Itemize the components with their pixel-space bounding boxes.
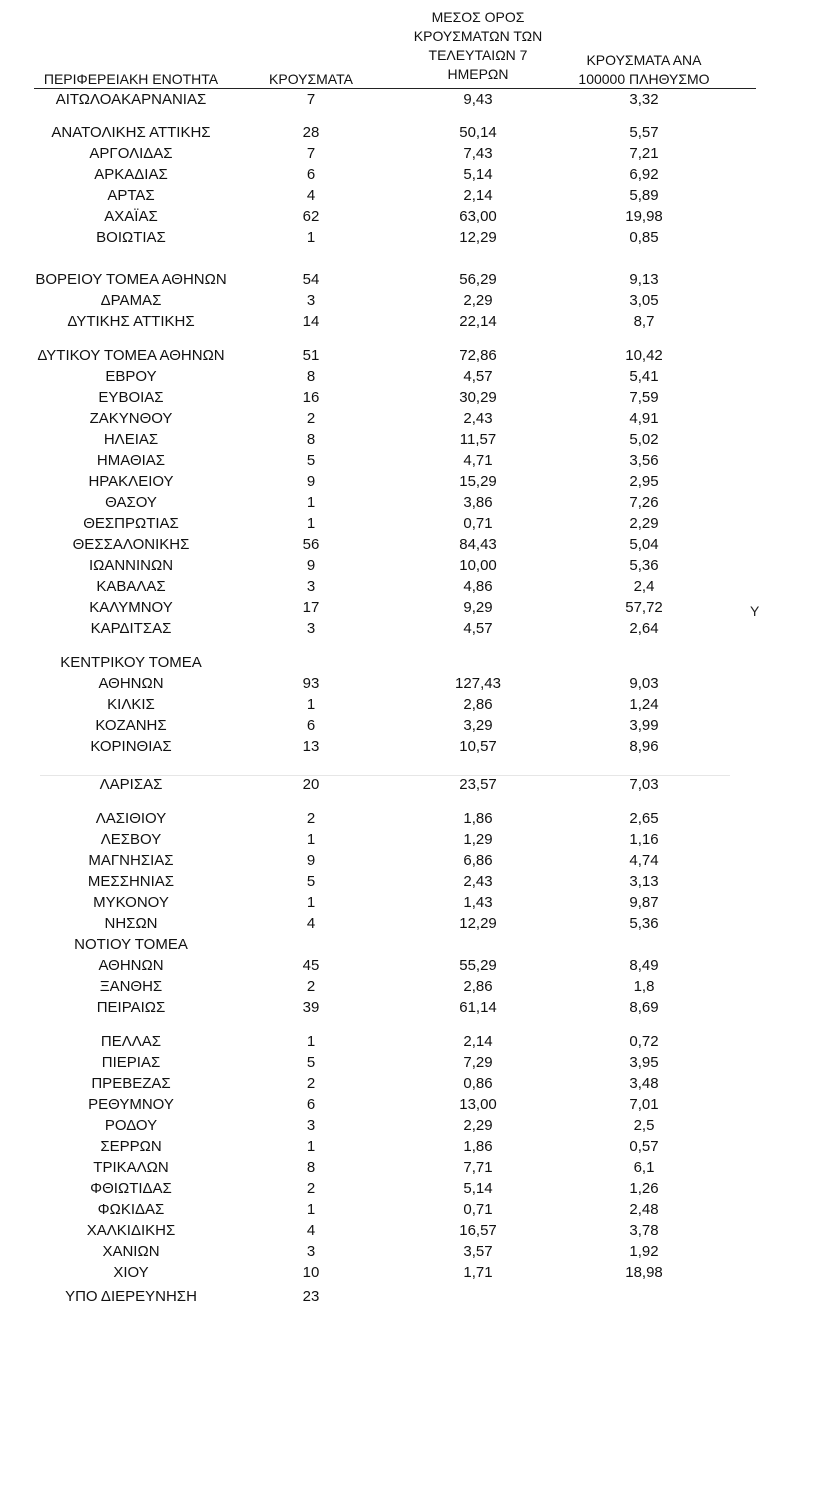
- cell-cases: 9: [306, 473, 316, 490]
- cell-region: ΑΙΤΩΛΟΑΚΑΡΝΑΝΙΑΣ: [55, 91, 207, 108]
- cell-per100k: 2,95: [629, 473, 659, 490]
- cell-avg7: 12,29: [459, 229, 497, 246]
- cell-per100k: 7,26: [629, 494, 659, 511]
- cell-per100k: 5,36: [629, 915, 659, 932]
- cell-cases: 2: [306, 1180, 316, 1197]
- cell-region: ΑΡΚΑΔΙΑΣ: [94, 166, 168, 183]
- cell-avg7: 1,43: [463, 894, 493, 911]
- header-avg7: [414, 8, 542, 84]
- cell-per100k: 0,57: [629, 1138, 659, 1155]
- cell-avg7: 15,29: [459, 473, 497, 490]
- cell-region: ΤΡΙΚΑΛΩΝ: [93, 1159, 169, 1176]
- cell-per100k: 19,98: [625, 208, 663, 225]
- header-cases: ΚΡΟΥΣΜΑΤΑ: [269, 71, 353, 87]
- cell-region: ΧΑΛΚΙΔΙΚΗΣ: [86, 1222, 176, 1239]
- cell-cases: 16: [302, 389, 320, 406]
- cell-region: ΑΘΗΝΩΝ: [98, 675, 164, 692]
- cell-avg7: 50,14: [459, 124, 497, 141]
- cell-region: ΚΟΡΙΝΘΙΑΣ: [90, 738, 172, 755]
- cell-region: ΘΕΣΠΡΩΤΙΑΣ: [83, 515, 179, 532]
- cell-region: ΠΕΛΛΑΣ: [100, 1033, 162, 1050]
- cell-per100k: 7,03: [629, 776, 659, 793]
- cell-region: ΔΡΑΜΑΣ: [100, 292, 162, 309]
- cell-avg7: 7,71: [463, 1159, 493, 1176]
- cell-region: ΜΑΓΝΗΣΙΑΣ: [88, 852, 174, 869]
- cell-cases: 1: [306, 515, 316, 532]
- cell-region: ΣΕΡΡΩΝ: [100, 1138, 162, 1155]
- cell-avg7: 2,29: [463, 1117, 493, 1134]
- cell-cases: 4: [306, 187, 316, 204]
- cell-cases: 14: [302, 313, 320, 330]
- cell-avg7: 61,14: [459, 999, 497, 1016]
- cell-avg7: 3,29: [463, 717, 493, 734]
- cell-cases: 1: [306, 1033, 316, 1050]
- cell-region: ΥΠΟ ΔΙΕΡΕΥΝΗΣΗ: [65, 1288, 197, 1305]
- cell-region: ΑΡΤΑΣ: [107, 187, 155, 204]
- cell-cases: 2: [306, 978, 316, 995]
- cell-region: ΑΝΑΤΟΛΙΚΗΣ ΑΤΤΙΚΗΣ: [51, 124, 211, 141]
- cell-cases: 17: [302, 599, 320, 616]
- cell-region: ΚΙΛΚΙΣ: [107, 696, 155, 713]
- cell-per100k: 5,41: [629, 368, 659, 385]
- cell-cases: 56: [302, 536, 320, 553]
- cell-region: ΠΡΕΒΕΖΑΣ: [91, 1075, 171, 1092]
- cell-cases: 62: [302, 208, 320, 225]
- cell-per100k: 8,49: [629, 957, 659, 974]
- header-rule: [34, 88, 756, 89]
- cell-cases: 2: [306, 410, 316, 427]
- cell-cases: 45: [302, 957, 320, 974]
- cell-cases: 3: [306, 1243, 316, 1260]
- cell-avg7: 23,57: [459, 776, 497, 793]
- cell-per100k: 3,48: [629, 1075, 659, 1092]
- cell-avg7: 1,71: [463, 1264, 493, 1281]
- cell-cases: 93: [302, 675, 320, 692]
- cell-avg7: 7,43: [463, 145, 493, 162]
- cell-cases: 5: [306, 1054, 316, 1071]
- cell-cases: 3: [306, 292, 316, 309]
- cell-per100k: 2,5: [633, 1117, 655, 1134]
- cell-cases: 39: [302, 999, 320, 1016]
- cell-region: ΦΩΚΙΔΑΣ: [97, 1201, 165, 1218]
- cell-cases: 5: [306, 452, 316, 469]
- cell-avg7: 10,57: [459, 738, 497, 755]
- cell-per100k: 2,64: [629, 620, 659, 637]
- header-avg7-line: ΗΜΕΡΩΝ: [447, 66, 509, 82]
- cell-cases: 2: [306, 1075, 316, 1092]
- header-per100k-line: ΚΡΟΥΣΜΑΤΑ ΑΝΑ: [586, 52, 702, 68]
- header-region: ΠΕΡΙΦΕΡΕΙΑΚΗ ΕΝΟΤΗΤΑ: [43, 71, 219, 87]
- cell-region: ΠΙΕΡΙΑΣ: [101, 1054, 161, 1071]
- cell-per100k: 3,56: [629, 452, 659, 469]
- header-avg7-line: ΚΡΟΥΣΜΑΤΩΝ ΤΩΝ: [413, 28, 543, 44]
- cell-per100k: 57,72: [625, 599, 663, 616]
- cell-cases: 2: [306, 810, 316, 827]
- cell-avg7: 30,29: [459, 389, 497, 406]
- cell-region: ΧΙΟΥ: [113, 1264, 149, 1281]
- cell-avg7: 4,86: [463, 578, 493, 595]
- cell-avg7: 9,43: [463, 91, 493, 108]
- cell-per100k: 2,65: [629, 810, 659, 827]
- cell-region: ΚΑΡΔΙΤΣΑΣ: [90, 620, 172, 637]
- cell-avg7: 84,43: [459, 536, 497, 553]
- cell-cases: 10: [302, 1264, 320, 1281]
- cell-per100k: 6,92: [629, 166, 659, 183]
- cell-cases: 3: [306, 620, 316, 637]
- cell-cases: 28: [302, 124, 320, 141]
- cell-avg7: 22,14: [459, 313, 497, 330]
- cell-avg7: 4,71: [463, 452, 493, 469]
- cell-region: ΗΡΑΚΛΕΙΟΥ: [88, 473, 174, 490]
- cell-cases: 1: [306, 696, 316, 713]
- cell-cases: 5: [306, 873, 316, 890]
- cell-per100k: 3,05: [629, 292, 659, 309]
- cell-per100k: 9,13: [629, 271, 659, 288]
- cell-avg7: 16,57: [459, 1222, 497, 1239]
- cell-region: ΠΕΙΡΑΙΩΣ: [96, 999, 166, 1016]
- cell-cases: 1: [306, 1138, 316, 1155]
- header-avg7-line: ΤΕΛΕΥΤΑΙΩΝ 7: [428, 47, 528, 63]
- cell-cases: 54: [302, 271, 320, 288]
- cell-per100k: 7,21: [629, 145, 659, 162]
- cell-region: ΙΩΑΝΝΙΝΩΝ: [88, 557, 174, 574]
- cell-per100k: 8,69: [629, 999, 659, 1016]
- header-per100k: [578, 51, 709, 89]
- cell-per100k: 3,13: [629, 873, 659, 890]
- cell-avg7: 2,14: [463, 187, 493, 204]
- cell-avg7: 6,86: [463, 852, 493, 869]
- cell-per100k: 5,04: [629, 536, 659, 553]
- cell-per100k: 4,91: [629, 410, 659, 427]
- cell-region: ΡΕΘΥΜΝΟΥ: [88, 1096, 174, 1113]
- cell-per100k: 2,4: [633, 578, 655, 595]
- cell-avg7: 56,29: [459, 271, 497, 288]
- cell-avg7: 4,57: [463, 368, 493, 385]
- cell-avg7: 72,86: [459, 347, 497, 364]
- cell-region: ΛΑΣΙΘΙΟΥ: [95, 810, 167, 827]
- cell-cases: 8: [306, 368, 316, 385]
- cell-avg7: 12,29: [459, 915, 497, 932]
- cell-avg7: 0,71: [463, 1201, 493, 1218]
- cell-region: ΛΕΣΒΟΥ: [100, 831, 162, 848]
- cell-per100k: 1,16: [629, 831, 659, 848]
- cell-per100k: 1,8: [633, 978, 655, 995]
- cell-avg7: 2,86: [463, 978, 493, 995]
- cell-avg7: 1,86: [463, 1138, 493, 1155]
- cell-region: ΧΑΝΙΩΝ: [102, 1243, 160, 1260]
- cell-cases: 7: [306, 145, 316, 162]
- cell-region: ΘΕΣΣΑΛΟΝΙΚΗΣ: [72, 536, 190, 553]
- cell-avg7: 2,29: [463, 292, 493, 309]
- cell-avg7: 55,29: [459, 957, 497, 974]
- cell-region: ΞΑΝΘΗΣ: [99, 978, 163, 995]
- cell-avg7: 11,57: [459, 431, 497, 448]
- cell-cases: 1: [306, 1201, 316, 1218]
- cell-cases: 8: [306, 1159, 316, 1176]
- cell-per100k: 0,85: [629, 229, 659, 246]
- cell-region: ΚΑΒΑΛΑΣ: [96, 578, 166, 595]
- cell-avg7: 4,57: [463, 620, 493, 637]
- cell-per100k: 5,02: [629, 431, 659, 448]
- cell-avg7: 127,43: [455, 675, 501, 692]
- cell-avg7: 2,86: [463, 696, 493, 713]
- cell-region: ΦΘΙΩΤΙΔΑΣ: [90, 1180, 172, 1197]
- cell-region: ΕΥΒΟΙΑΣ: [98, 389, 164, 406]
- cell-region: ΔΥΤΙΚΟΥ ΤΟΜΕΑ ΑΘΗΝΩΝ: [37, 347, 225, 364]
- cell-per100k: 7,01: [629, 1096, 659, 1113]
- header-avg7-line: ΜΕΣΟΣ ΟΡΟΣ: [431, 9, 525, 25]
- cell-region: ΝΗΣΩΝ: [104, 915, 158, 932]
- cell-avg7: 3,57: [463, 1243, 493, 1260]
- cell-avg7: 5,14: [463, 1180, 493, 1197]
- cell-avg7: 13,00: [459, 1096, 497, 1113]
- cell-region: ΕΒΡΟΥ: [105, 368, 157, 385]
- cell-avg7: 9,29: [463, 599, 493, 616]
- cell-region: ΑΘΗΝΩΝ: [98, 957, 164, 974]
- cell-avg7: 63,00: [459, 208, 497, 225]
- cell-per100k: 3,78: [629, 1222, 659, 1239]
- cell-per100k: 7,59: [629, 389, 659, 406]
- cell-per100k: 4,74: [629, 852, 659, 869]
- cell-per100k: 5,57: [629, 124, 659, 141]
- cell-cases: 3: [306, 578, 316, 595]
- cell-region: ΝΟΤΙΟΥ ΤΟΜΕΑ: [74, 936, 188, 953]
- cell-region: ΚΑΛΥΜΝΟΥ: [89, 599, 173, 616]
- cell-cases: 51: [302, 347, 320, 364]
- cell-region: ΜΕΣΣΗΝΙΑΣ: [87, 873, 175, 890]
- cell-per100k: 5,89: [629, 187, 659, 204]
- cell-region: ΡΟΔΟΥ: [104, 1117, 158, 1134]
- cell-region: ΔΥΤΙΚΗΣ ΑΤΤΙΚΗΣ: [67, 313, 195, 330]
- cell-region: ΗΛΕΙΑΣ: [103, 431, 159, 448]
- cell-region: ΒΟΡΕΙΟΥ ΤΟΜΕΑ ΑΘΗΝΩΝ: [35, 271, 227, 288]
- header-per100k-line: 100000 ΠΛΗΘΥΣΜΟ: [578, 71, 710, 87]
- cell-avg7: 7,29: [463, 1054, 493, 1071]
- cell-region: ΑΧΑΪΑΣ: [104, 208, 158, 225]
- cell-per100k: 8,96: [629, 738, 659, 755]
- cell-cases: 4: [306, 915, 316, 932]
- cell-per100k: 2,29: [629, 515, 659, 532]
- cell-per100k: 5,36: [629, 557, 659, 574]
- cell-cases: 7: [306, 91, 316, 108]
- cell-per100k: 1,92: [629, 1243, 659, 1260]
- cell-region: ΖΑΚΥΝΘΟΥ: [89, 410, 173, 427]
- cell-region: ΛΑΡΙΣΑΣ: [99, 776, 163, 793]
- cell-region: ΜΥΚΟΝΟΥ: [93, 894, 169, 911]
- cell-avg7: 3,86: [463, 494, 493, 511]
- cell-avg7: 1,86: [463, 810, 493, 827]
- cell-per100k: 18,98: [625, 1264, 663, 1281]
- cell-per100k: 0,72: [629, 1033, 659, 1050]
- cell-per100k: 9,03: [629, 675, 659, 692]
- cell-avg7: 2,43: [463, 410, 493, 427]
- cell-region: ΒΟΙΩΤΙΑΣ: [96, 229, 166, 246]
- cell-per100k: 10,42: [625, 347, 663, 364]
- cell-region: ΘΑΣΟΥ: [105, 494, 157, 511]
- cell-region: ΑΡΓΟΛΙΔΑΣ: [89, 145, 173, 162]
- cell-avg7: 0,71: [463, 515, 493, 532]
- cell-region: ΚΕΝΤΡΙΚΟΥ ΤΟΜΕΑ: [60, 654, 202, 671]
- cell-avg7: 5,14: [463, 166, 493, 183]
- cell-cases: 4: [306, 1222, 316, 1239]
- cell-cases: 1: [306, 229, 316, 246]
- cell-cases: 23: [302, 1288, 320, 1305]
- cell-avg7: 1,29: [463, 831, 493, 848]
- cell-per100k: 8,7: [633, 313, 655, 330]
- cell-per100k: 1,26: [629, 1180, 659, 1197]
- cell-cases: 6: [306, 166, 316, 183]
- cell-region: ΗΜΑΘΙΑΣ: [96, 452, 166, 469]
- cell-avg7: 10,00: [459, 557, 497, 574]
- cell-cases: 6: [306, 1096, 316, 1113]
- cell-per100k: 3,32: [629, 91, 659, 108]
- cell-cases: 1: [306, 494, 316, 511]
- cell-per100k: 9,87: [629, 894, 659, 911]
- cell-cases: 3: [306, 1117, 316, 1134]
- cell-per100k: 6,1: [633, 1159, 655, 1176]
- cell-per100k: 2,48: [629, 1201, 659, 1218]
- cell-cases: 9: [306, 557, 316, 574]
- cell-region: ΚΟΖΑΝΗΣ: [95, 717, 167, 734]
- cell-cases: 8: [306, 431, 316, 448]
- cell-per100k: 3,99: [629, 717, 659, 734]
- cell-avg7: 0,86: [463, 1075, 493, 1092]
- cell-avg7: 2,14: [463, 1033, 493, 1050]
- cell-avg7: 2,43: [463, 873, 493, 890]
- cell-per100k: 1,24: [629, 696, 659, 713]
- cell-per100k: 3,95: [629, 1054, 659, 1071]
- cell-cases: 9: [306, 852, 316, 869]
- cell-cases: 20: [302, 776, 320, 793]
- cell-cases: 1: [306, 831, 316, 848]
- cell-cases: 1: [306, 894, 316, 911]
- cell-cases: 6: [306, 717, 316, 734]
- cell-cases: 13: [302, 738, 320, 755]
- stray-mark: Y: [750, 603, 760, 619]
